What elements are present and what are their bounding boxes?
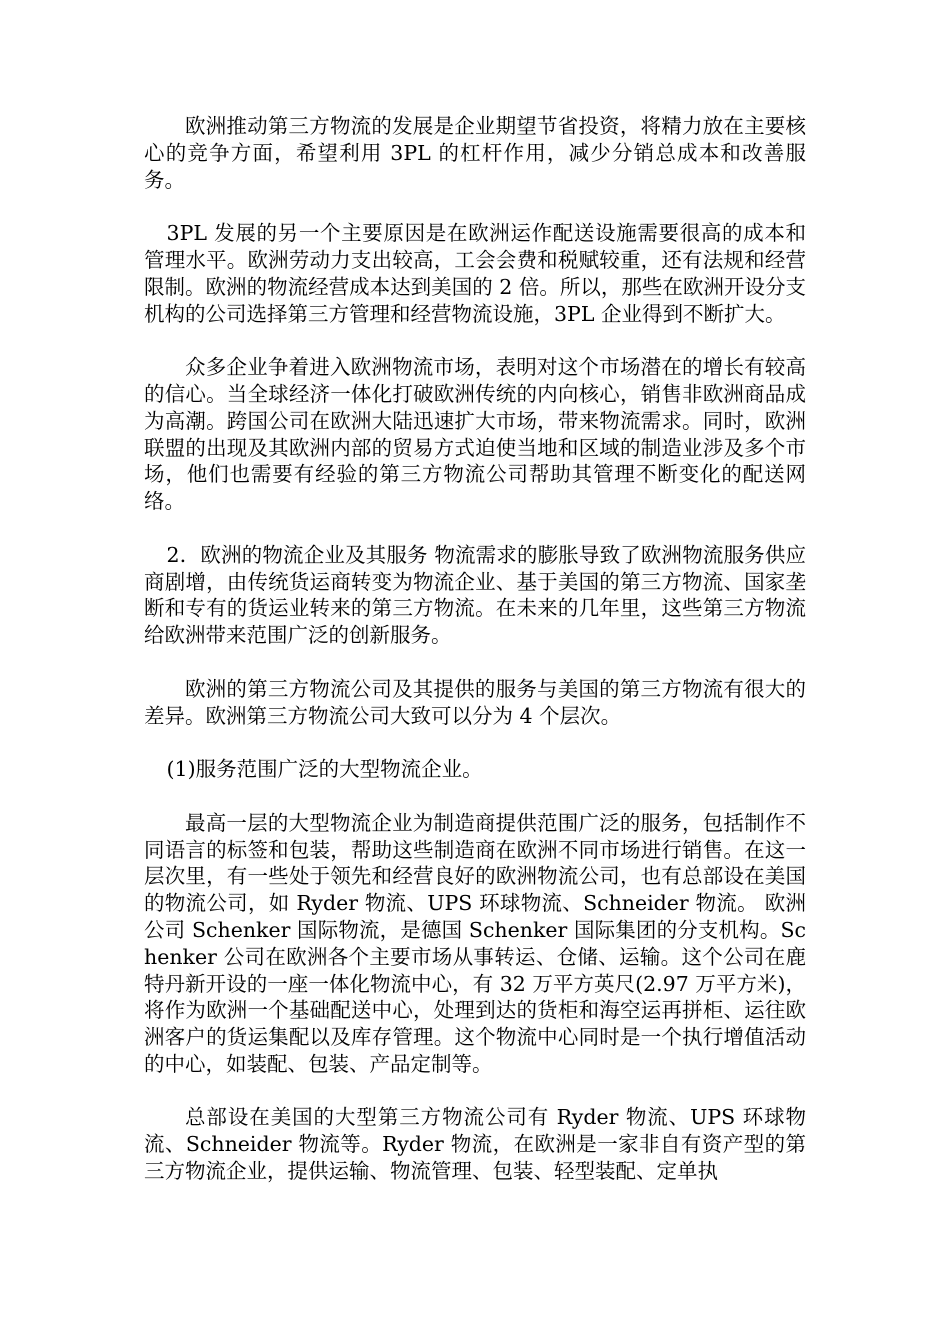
paragraph-3: 众多企业争着进入欧洲物流市场，表明对这个市场潜在的增长有较高的信心。当全球经济一体化打破欧洲传统的内向核心，销售非欧洲商品成为高潮。跨国公司在欧洲大陆迅速扩大市场，带来物流需求。同时，欧洲联盟的出现及其欧洲内部的贸易方式迫使当地和区域的制造业涉及多个市场，他们也需要有经验的第三方物流公司帮助其管理不断变化的配送网络。 bbox=[144, 355, 806, 514]
paragraph-4-section-heading: 2．欧洲的物流企业及其服务 物流需求的膨胀导致了欧洲物流服务供应商剧增，由传统货运商转变为物流企业、基于美国的第三方物流、国家垄断和专有的货运业转来的第三方物流。在未来的几年里，这些第三方物流给欧洲带来范围广泛的创新服务。 bbox=[144, 542, 806, 648]
paragraph-1: 欧洲推动第三方物流的发展是企业期望节省投资，将精力放在主要核心的竞争方面，希望利用 3PL 的杠杆作用，减少分销总成本和改善服务。 bbox=[144, 114, 806, 192]
document-body bbox=[144, 113, 806, 1212]
paragraph-2: 3PL 发展的另一个主要原因是在欧洲运作配送设施需要很高的成本和管理水平。欧洲劳动力支出较高，工会会费和税赋较重，还有法规和经营限制。欧洲的物流经营成本达到美国的 2 倍。所以，那些在欧洲开设分支机构的公司选择第三方管理和经营物流设施，3PL 企业得到不断扩大。 bbox=[144, 221, 806, 326]
paragraph-8: 总部设在美国的大型第三方物流公司有 Ryder 物流、UPS 环球物流、Schneider 物流等。Ryder 物流，在欧洲是一家非自有资产型的第三方物流企业，提供运输、物流管理、包装、轻型装配、定单执 bbox=[144, 1105, 806, 1184]
paragraph-6-subheading: (1)服务范围广泛的大型物流企业。 bbox=[166, 757, 483, 782]
paragraph-5: 欧洲的第三方物流公司及其提供的服务与美国的第三方物流有很大的差异。欧洲第三方物流公司大致可以分为 4 个层次。 bbox=[144, 676, 806, 728]
paragraph-7: 最高一层的大型物流企业为制造商提供范围广泛的服务，包括制作不同语言的标签和包装，帮助这些制造商在欧洲不同市场进行销售。在这一层次里，有一些处于领先和经营良好的欧洲物流公司，也有总部设在美国的物流公司，如 Ryder 物流、UPS 环球物流、Schneider 物流。 欧洲公司 Schenker 国际物流，是德国 Schenker 国际集团的分支机构。Schenker 公司在欧洲各个主要市场从事转运、仓储、运输。这个公司在鹿特丹新开设的一座一体化物流中心，有 32 万平方英尺(2.97 万平方米)，将作为欧洲一个基础配送中心，处理到达的货柜和海空运再拼柜、运往欧洲客户的货运集配以及库存管理。这个物流中心同时是一个执行增值活动的中心，如装配、包装、产品定制等。 bbox=[144, 810, 806, 1076]
